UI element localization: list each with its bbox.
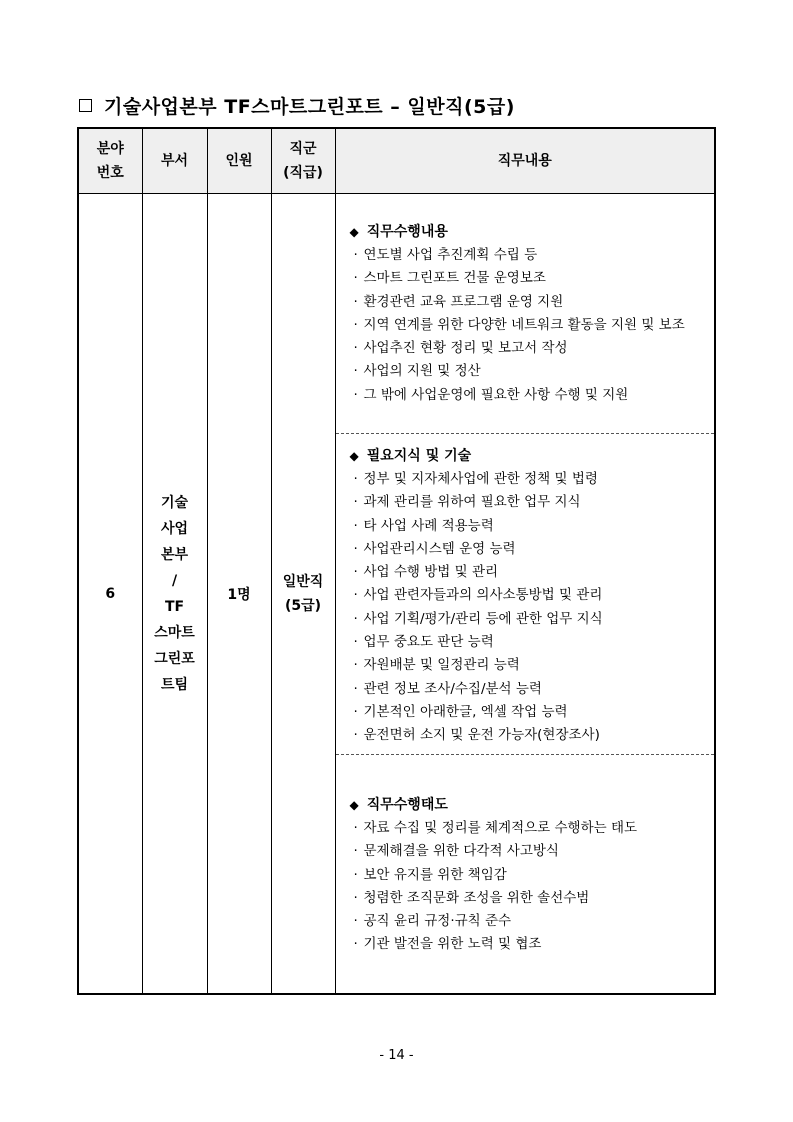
cell-rank: 일반직 (5급) [271,194,335,995]
list-item: · 업무 중요도 판단 능력 [353,634,494,651]
cell-duties [335,194,715,995]
list-item: · 운전면허 소지 및 운전 가능자(현장조사) [353,727,600,744]
cell-field-no: 6 [78,194,142,995]
list-item: · 자원배분 및 일정관리 능력 [353,657,520,674]
list-item: · 정부 및 지자체사업에 관한 정책 및 법령 [353,471,598,487]
list-item: · 문제해결을 위한 다각적 사고방식 [353,843,559,860]
header-duties: 직무내용 [335,128,715,194]
cell-headcount: 1명 [207,194,271,995]
diamond-bullet-icon: ◆ [349,798,359,812]
diamond-bullet-icon: ◆ [349,225,359,239]
list-item: · 사업의 지원 및 정산 [353,363,481,380]
list-item: · 관련 정보 조사/수집/분석 능력 [353,680,542,697]
header-rank: 직군 (직급) [271,128,335,194]
table-row [78,194,715,995]
header-field-no: 분야 번호 [78,128,142,194]
list-item: · 스마트 그린포트 건물 운영보조 [353,270,546,287]
list-item: · 기본적인 아래한글, 엑셀 작업 능력 [353,703,568,720]
duties-section-attitude [336,755,715,993]
cell-department: 기술 사업 본부 / TF 스마트 그린포 트팀 [142,194,207,995]
list-item: · 사업 기획/평가/관리 등에 관한 업무 지식 [353,610,603,627]
list-item: · 사업 수행 방법 및 관리 [353,564,499,581]
table-header-row [78,128,715,194]
header-headcount: 인원 [207,128,271,194]
section-heading: 직무수행내용 [366,224,448,240]
page-title [79,92,515,119]
duties-section-knowledge [336,434,715,755]
section-heading: 필요지식 및 기술 [366,448,472,464]
list-item: · 사업 관련자들과의 의사소통방법 및 관리 [353,587,603,604]
list-item: · 타 사업 사례 적용능력 [353,517,494,534]
duties-section-performance [336,194,715,434]
list-item: · 기관 발전을 위한 노력 및 협조 [353,936,542,953]
section-heading: 직무수행태도 [366,797,448,813]
list-item: · 사업추진 현황 정리 및 보고서 작성 [353,340,568,357]
list-item: · 사업관리시스템 운영 능력 [353,540,516,557]
list-item: · 그 밖에 사업운영에 필요한 사항 수행 및 지원 [353,386,629,403]
page-title-text: 기술사업본부 TF스마트그린포트 – 일반직(5급) [104,96,515,118]
list-item: · 환경관련 교육 프로그램 운영 지원 [353,293,564,310]
list-item: · 지역 연계를 위한 다양한 네트워크 활동을 지원 및 보조 [353,316,685,333]
list-item: · 과제 관리를 위하여 필요한 업무 지식 [353,494,581,511]
list-item: · 청렴한 조직문화 조성을 위한 솔선수범 [353,889,590,906]
diamond-bullet-icon: ◆ [349,449,359,463]
list-item: · 연도별 사업 추진계획 수립 등 [353,247,538,263]
job-description-table [77,127,716,995]
checkbox-square-icon [79,99,92,112]
list-item: · 공직 윤리 규정·규칙 준수 [353,913,512,930]
header-department: 부서 [142,128,207,194]
list-item: · 자료 수집 및 정리를 체계적으로 수행하는 태도 [353,820,638,836]
page-number: - 14 - [379,1048,414,1063]
list-item: · 보안 유지를 위한 책임감 [353,866,507,883]
